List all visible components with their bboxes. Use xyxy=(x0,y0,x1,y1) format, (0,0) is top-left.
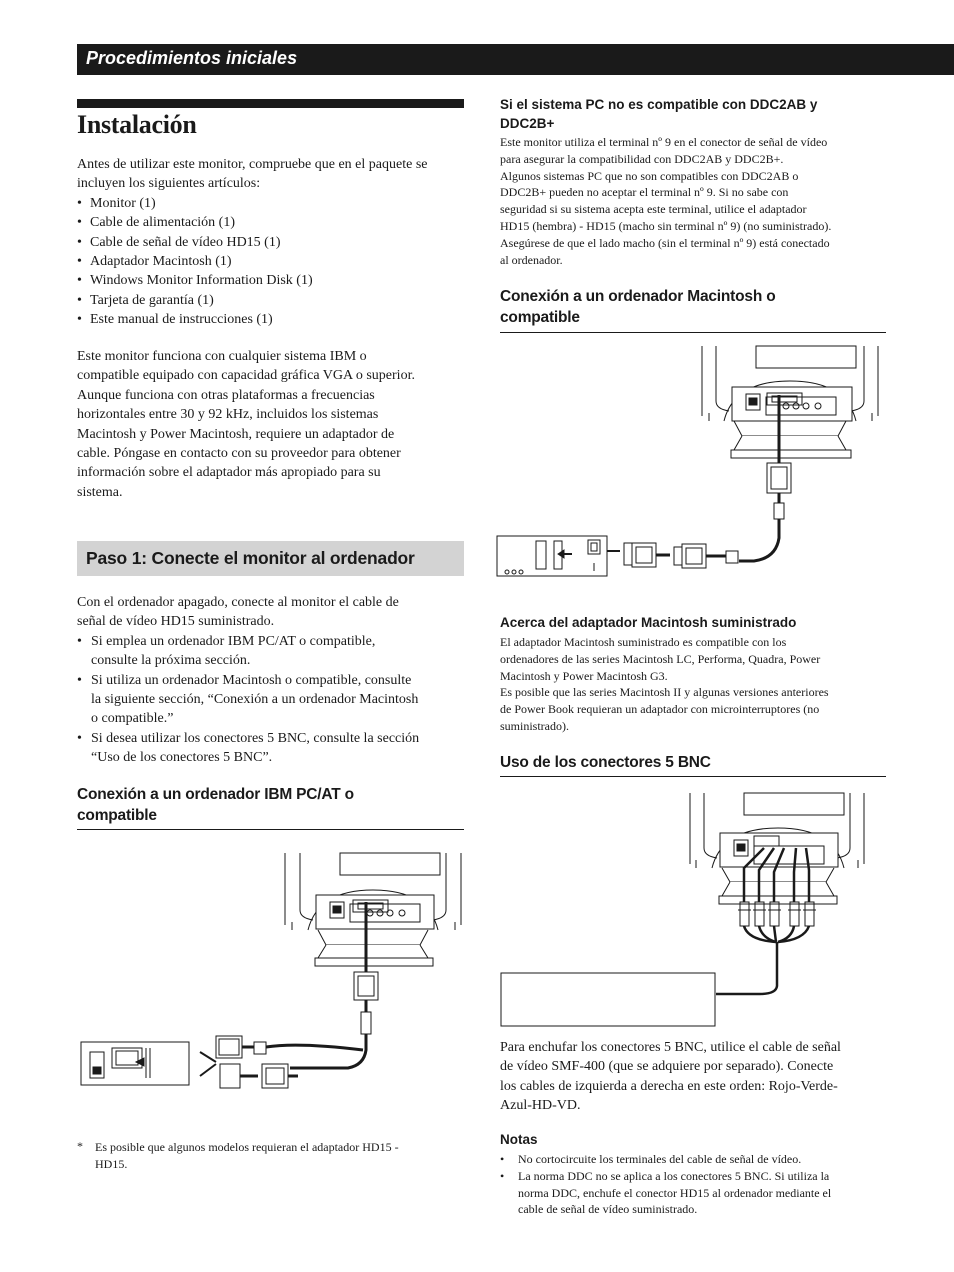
adapter-section-title: Acerca del adaptador Macintosh suministrado xyxy=(500,615,797,630)
text-line: • Si utiliza un ordenador Macintosh o compatible, consulte xyxy=(91,672,412,688)
text-line: Es posible que algunos modelos requieran el adaptador HD15 - xyxy=(95,1140,399,1154)
text-line: Conexión a un ordenador IBM PC/AT o xyxy=(77,786,354,803)
text-line: Algunos sistemas PC que no son compatibles con DDC2AB o xyxy=(500,168,799,183)
ibm-section-title xyxy=(77,784,467,826)
text-line: los cables de izquierda a derecha en este orden: Rojo-Verde- xyxy=(500,1078,838,1094)
page-title: Instalación xyxy=(77,110,197,139)
text-line: Este monitor funciona con cualquier sistema IBM o xyxy=(77,349,367,364)
text-line: compatible equipado con capacidad gráfica VGA o superior. xyxy=(77,368,415,384)
list-item: • Monitor (1) xyxy=(77,194,467,213)
text-line: “Uso de los conectores 5 BNC”. xyxy=(91,750,273,766)
text-line: para asegurar la compatibilidad con DDC2AB y DDC2B+. xyxy=(500,151,784,166)
compatibility-paragraph xyxy=(77,347,472,502)
text-line: HD15 (hembra) - HD15 (macho sin terminal nº 9) (no suministrado). xyxy=(500,218,832,233)
text-line: suministrado). xyxy=(500,718,569,733)
text-line: Con el ordenador apagado, conecte al monitor el cable de xyxy=(77,595,399,610)
list-item xyxy=(77,729,472,768)
intro-section xyxy=(77,155,467,330)
list-item: • Adaptador Macintosh (1) xyxy=(77,252,467,271)
step1-body xyxy=(77,593,472,768)
text-line: • Si emplea un ordenador IBM PC/AT o compatible, xyxy=(91,633,376,649)
text-line: horizontales entre 30 y 92 kHz, incluidos los sistemas xyxy=(77,407,379,423)
bnc-section-title: Uso de los conectores 5 BNC xyxy=(500,754,711,771)
notes-list xyxy=(500,1151,895,1218)
ibm-section-rule xyxy=(77,829,464,830)
text-line: El adaptador Macintosh suministrado es compatible con los xyxy=(500,635,787,649)
text-line: Si el sistema PC no es compatible con DDC2AB y xyxy=(500,97,818,112)
text-line: ordenadores de las series Macintosh LC, Performa, Quadra, Power xyxy=(500,651,821,666)
text-line: sistema. xyxy=(77,484,123,500)
text-line: seguridad si su sistema acepta este terminal, utilice el adaptador xyxy=(500,202,807,217)
text-line: de vídeo SMF-400 (que se adquiere por separado). Conecte xyxy=(500,1059,834,1075)
step1-options-list xyxy=(77,632,472,768)
text-line: Conexión a un ordenador Macintosh o xyxy=(500,288,776,305)
list-item: • No cortocircuite los terminales del cable de señal de vídeo. xyxy=(500,1151,895,1168)
text-line: Es posible que las series Macintosh II y algunas versiones anteriores xyxy=(500,685,829,700)
list-item: • Cable de alimentación (1) xyxy=(77,213,467,232)
text-line: • Si desea utilizar los conectores 5 BNC, consulte la sección xyxy=(91,730,420,746)
text-line: Aunque funciona con otras plataformas a frecuencias xyxy=(77,387,375,403)
list-item: • Este manual de instrucciones (1) xyxy=(77,310,467,329)
text-line: cable. Póngase en contacto con su proveedor para obtener xyxy=(77,446,401,462)
package-contents-list xyxy=(77,194,467,330)
text-line: DDC2B+ pueden no aceptar el terminal nº 9. Si no sabe con xyxy=(500,185,789,200)
list-item: • Cable de señal de vídeo HD15 (1) xyxy=(77,233,467,252)
text-line: consulte la próxima sección. xyxy=(91,653,251,669)
text-line: Azul-HD-VD. xyxy=(500,1098,581,1114)
adapter-paragraph xyxy=(500,634,895,735)
title-rule xyxy=(77,99,464,108)
text-line: señal de vídeo HD15 suministrado. xyxy=(77,614,275,630)
text-line: • La norma DDC no se aplica a los conectores 5 BNC. Si utiliza la xyxy=(518,1168,830,1183)
bnc-paragraph xyxy=(500,1038,895,1116)
text-line: Para enchufar los conectores 5 BNC, utilice el cable de señal xyxy=(500,1040,841,1055)
text-line: Macintosh y Power Macintosh G3. xyxy=(500,668,668,683)
text-line: norma DDC, enchufe el conector HD15 al ordenador mediante el xyxy=(518,1185,832,1200)
list-item: • Tarjeta de garantía (1) xyxy=(77,291,467,310)
mac-section-title xyxy=(500,286,890,328)
mac-section-rule xyxy=(500,332,886,333)
bnc-section-rule xyxy=(500,776,886,777)
step1-heading-box xyxy=(77,541,464,576)
text-line: al ordenador. xyxy=(500,252,563,267)
ddc-paragraph xyxy=(500,134,895,268)
text-line: HD15. xyxy=(95,1156,128,1171)
list-item xyxy=(77,632,472,671)
text-line: compatible xyxy=(500,309,580,326)
text-line: Macintosh y Power Macintosh, requiere un adaptador de xyxy=(77,426,395,442)
list-item xyxy=(77,671,472,729)
section-title: Procedimientos iniciales xyxy=(86,48,298,68)
ibm-footnote xyxy=(95,1139,465,1173)
list-item: • Windows Monitor Information Disk (1) xyxy=(77,271,467,290)
text-line: DDC2B+ xyxy=(500,116,555,131)
text-line: información sobre el adaptador más apropiado para su xyxy=(77,465,381,481)
macintosh-adapter-icon xyxy=(494,343,889,583)
footnote-mark: * xyxy=(77,1139,83,1153)
list-item xyxy=(500,1168,895,1218)
text-line: o compatible.” xyxy=(91,711,174,727)
text-line: compatible xyxy=(77,807,157,824)
bnc-connector-icon xyxy=(498,790,890,1030)
text-line: cable de señal de vídeo suministrado. xyxy=(518,1202,698,1217)
text-line: de Power Book requieran un adaptador con microinterruptores (no xyxy=(500,702,820,717)
intro-lead: Antes de utilizar este monitor, compruebe que en el paquete se incluyen los siguientes artículos: xyxy=(77,157,428,192)
step1-title: Paso 1: Conecte el monitor al ordenador xyxy=(86,548,415,568)
notes-title: Notas xyxy=(500,1132,538,1147)
ddc-section-title xyxy=(500,95,890,133)
text-line: Asegúrese de que el lado macho (sin el terminal nº 9) está conectado xyxy=(500,235,830,250)
section-header-bar xyxy=(77,44,954,75)
monitor-rear-illustration xyxy=(78,850,468,1095)
text-line: la siguiente sección, “Conexión a un ordenador Macintosh xyxy=(91,692,419,708)
text-line: Este monitor utiliza el terminal nº 9 en el conector de señal de vídeo xyxy=(500,135,828,149)
